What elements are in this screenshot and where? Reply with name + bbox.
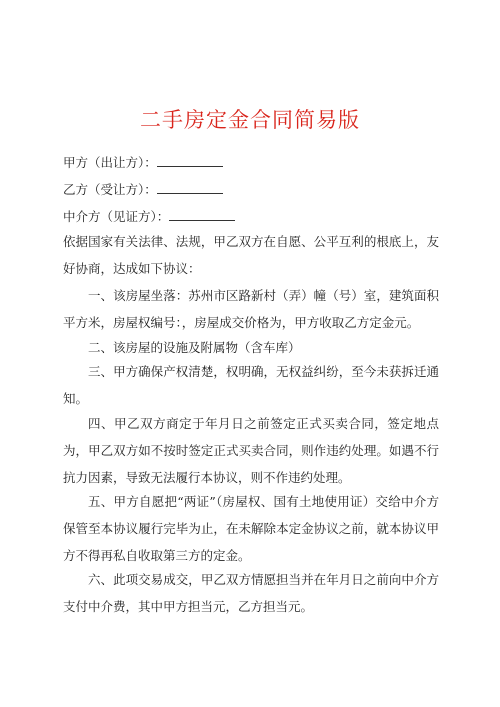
- party-b-blank: [157, 181, 223, 194]
- party-b-line: [63, 180, 223, 198]
- clause-1: 一、该房屋坐落：苏州市区路新村（弄）幢（号）室，建筑面积平方米，房屋权编号：，房屋成交价格为，甲方收取乙方定金元。: [63, 288, 439, 330]
- intermediary-blank: [169, 208, 235, 221]
- party-a-label: 甲方（出让方）：: [63, 155, 157, 170]
- clause-6: 六、此项交易成交，甲乙双方情愿担当并在年月日之前向中介方支付中介费，其中甲方担当元，乙方担当元。: [63, 572, 439, 614]
- clause-2: 二、该房屋的设施及附属物（含车库）: [88, 340, 301, 355]
- party-a-line: [63, 153, 223, 171]
- party-b-label: 乙方（受让方）：: [63, 182, 157, 197]
- clause-4: 四、甲乙双方商定于年月日之前签定正式买卖合同，签定地点为，甲乙双方如不按时签定正式买卖合同，则作违约处理。如遇不行抗力因素，导致无法履行本协议，则不作违约处理。: [63, 416, 439, 485]
- intermediary-line: [63, 207, 235, 225]
- party-a-blank: [157, 154, 223, 167]
- clause-3: 三、甲方确保产权清楚，权明确，无权益纠纷，至今未获拆迁通知。: [63, 364, 439, 406]
- intro-paragraph: 依据国家有关法律、法规，甲乙双方在自愿、公平互利的根底上，友好协商，达成如下协议：: [63, 234, 439, 276]
- document-title: 二手房定金合同简易版: [140, 108, 360, 132]
- clause-5: 五、甲方自愿把“两证”（房屋权、国有土地使用证）交给中介方保管至本协议履行完毕为止，在未解除本定金协议之前，就本协议甲方不得再私自收取第三方的定金。: [63, 494, 439, 563]
- intermediary-label: 中介方（见证方）：: [63, 209, 170, 224]
